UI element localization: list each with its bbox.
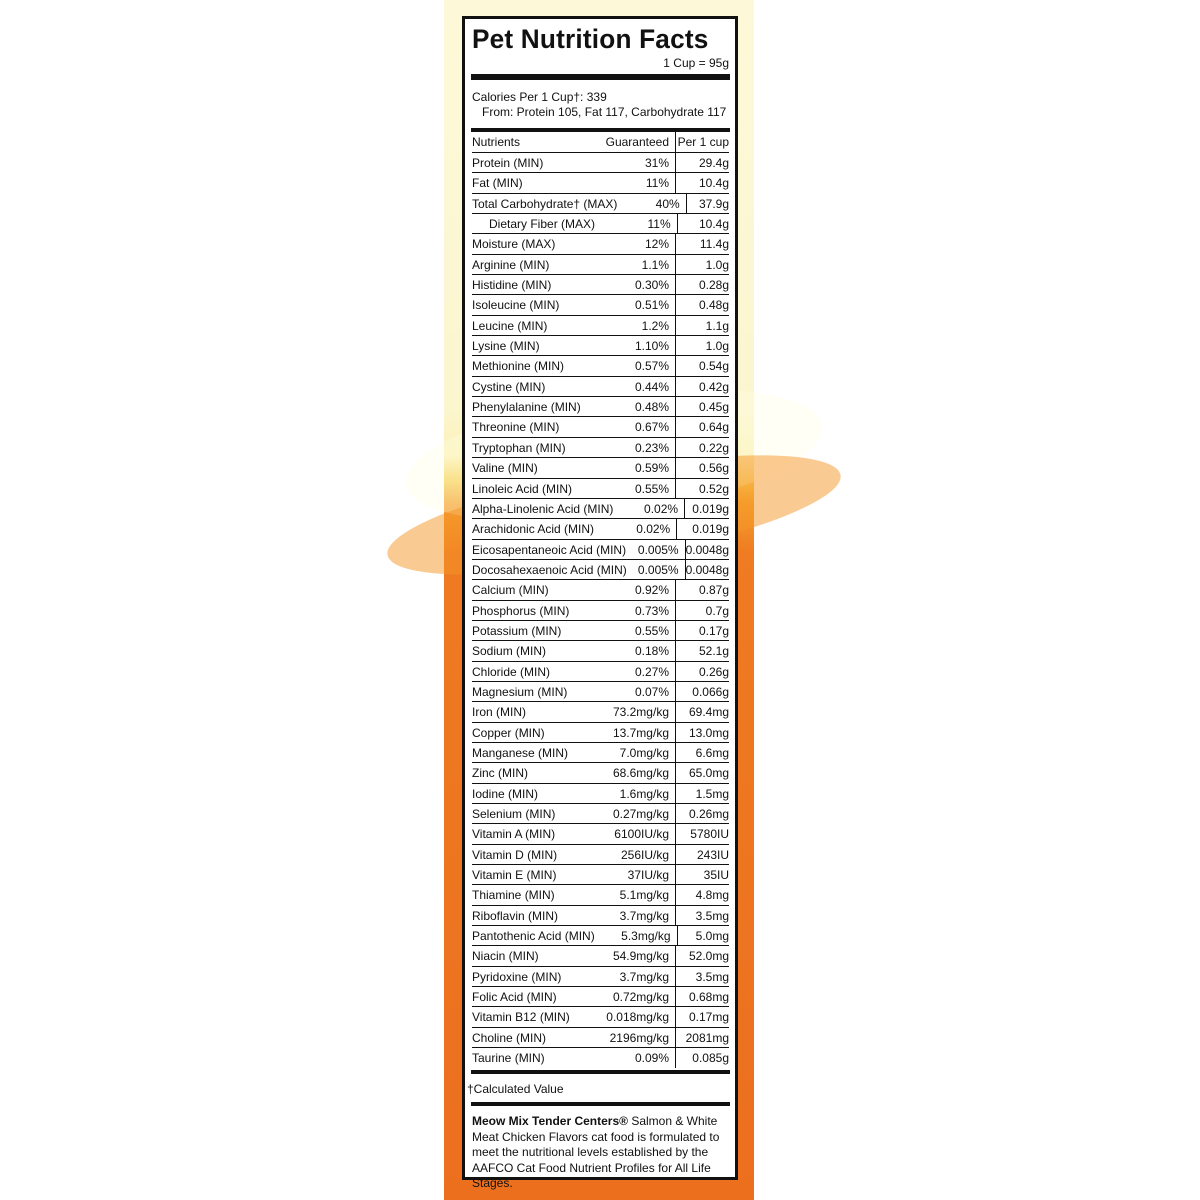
per-cup-value: 69.4mg — [675, 702, 729, 721]
table-row — [472, 458, 729, 478]
table-row — [472, 255, 729, 275]
guaranteed-value: 0.55% — [634, 481, 669, 496]
guaranteed-value: 1.10% — [634, 339, 669, 354]
per-cup-value: 0.17mg — [675, 1007, 729, 1026]
nutrient-name: Dietary Fiber (MAX) — [489, 217, 596, 232]
table-row — [472, 702, 729, 722]
nutrient-name: Leucine (MIN) — [472, 318, 548, 333]
guaranteed-value: 0.57% — [634, 359, 669, 374]
table-row — [472, 865, 729, 885]
table-row — [472, 723, 729, 743]
guaranteed-value: 5.1mg/kg — [619, 888, 669, 903]
nutrient-name: Docosahexaenoic Acid (MIN) — [472, 562, 627, 577]
per-cup-value: 11.4g — [675, 234, 729, 253]
per-cup-value: 0.066g — [675, 682, 729, 701]
nutrient-name: Iron (MIN) — [472, 705, 526, 720]
per-cup-value: 0.52g — [675, 479, 729, 498]
nutrient-name: Linoleic Acid (MIN) — [472, 481, 573, 496]
nutrient-name: Vitamin A (MIN) — [472, 827, 556, 842]
table-row — [472, 499, 729, 519]
guaranteed-value: 6100IU/kg — [614, 827, 669, 842]
header-nutrients: Nutrients — [472, 135, 521, 149]
guaranteed-value: 40% — [655, 196, 680, 211]
guaranteed-value: 0.07% — [634, 684, 669, 699]
nutrient-name: Copper (MIN) — [472, 725, 545, 740]
nutrition-facts-panel — [462, 16, 738, 1191]
nutrient-name: Potassium (MIN) — [472, 623, 562, 638]
per-cup-value: 0.68mg — [675, 987, 729, 1006]
aafco-statement — [472, 1114, 729, 1192]
nutrient-name: Chloride (MIN) — [472, 664, 551, 679]
nutrient-name: Isoleucine (MIN) — [472, 298, 560, 313]
thick-divider — [471, 74, 730, 80]
guaranteed-value: 1.6mg/kg — [619, 786, 669, 801]
guaranteed-value: 37IU/kg — [627, 868, 669, 883]
per-cup-value: 65.0mg — [675, 763, 729, 782]
nutrient-name: Histidine (MIN) — [472, 278, 552, 293]
guaranteed-value: 0.27mg/kg — [612, 807, 669, 821]
nutrient-name: Vitamin D (MIN) — [472, 847, 558, 862]
nutrient-name: Niacin (MIN) — [472, 949, 539, 964]
calories-breakdown: From: Protein 105, Fat 117, Carbohydrate 117 — [482, 105, 727, 119]
per-cup-value: 5.0mg — [677, 926, 730, 945]
per-cup-value: 0.45g — [675, 397, 729, 416]
nutrient-name: Calcium (MIN) — [472, 583, 549, 598]
per-cup-value: 29.4g — [675, 153, 729, 172]
table-row — [472, 763, 729, 783]
table-row — [472, 601, 729, 621]
table-row — [472, 316, 729, 336]
guaranteed-value: 0.92% — [634, 583, 669, 598]
guaranteed-value: 11% — [647, 217, 671, 232]
header-guaranteed: Guaranteed — [605, 135, 669, 149]
per-cup-value: 52.1g — [675, 641, 729, 660]
nutrient-name: Riboflavin (MIN) — [472, 908, 559, 923]
table-row — [472, 194, 729, 214]
guaranteed-value: 0.27% — [634, 664, 669, 679]
nutrient-name: Phosphorus (MIN) — [472, 603, 570, 618]
per-cup-value: 3.5mg — [675, 967, 729, 986]
table-row — [472, 906, 729, 926]
nutrient-name: Magnesium (MIN) — [472, 684, 568, 699]
table-row — [472, 1028, 729, 1048]
per-cup-value: 0.26mg — [675, 804, 729, 823]
nutrient-name: Folic Acid (MIN) — [472, 990, 557, 1005]
per-cup-value: 3.5mg — [675, 906, 729, 925]
guaranteed-value: 73.2mg/kg — [612, 705, 669, 720]
per-cup-value: 35IU — [675, 865, 729, 884]
nutrient-name: Alpha-Linolenic Acid (MIN) — [472, 501, 614, 516]
table-header — [472, 132, 729, 153]
guaranteed-value: 1.1% — [641, 257, 669, 272]
table-row — [472, 967, 729, 987]
per-cup-value: 0.26g — [675, 662, 729, 681]
per-cup-value: 1.0g — [675, 255, 729, 274]
guaranteed-value: 0.51% — [634, 298, 669, 313]
guaranteed-value: 0.55% — [634, 623, 669, 638]
label-title: Pet Nutrition Facts — [472, 24, 709, 54]
table-row — [472, 1048, 729, 1068]
per-cup-value: 0.56g — [675, 458, 729, 477]
per-cup-value: 0.019g — [676, 519, 729, 538]
table-row — [472, 479, 729, 499]
nutrient-name: Threonine (MIN) — [472, 420, 560, 435]
nutrient-name: Sodium (MIN) — [472, 644, 547, 659]
per-cup-value: 1.1g — [675, 316, 729, 335]
table-row — [472, 397, 729, 417]
per-cup-value: 2081mg — [675, 1028, 729, 1047]
per-cup-value: 10.4g — [677, 214, 729, 233]
guaranteed-value: 1.2% — [641, 318, 669, 333]
nutrient-name: Selenium (MIN) — [472, 807, 556, 821]
guaranteed-value: 7.0mg/kg — [619, 745, 669, 760]
nutrient-name: Thiamine (MIN) — [472, 888, 555, 903]
per-cup-value: 0.22g — [675, 438, 729, 457]
per-cup-value: 6.6mg — [675, 743, 729, 762]
table-row — [472, 946, 729, 966]
per-cup-value: 0.48g — [675, 295, 729, 314]
per-cup-value: 243IU — [675, 845, 729, 864]
nutrient-name: Moisture (MAX) — [472, 237, 556, 252]
divider — [471, 1070, 730, 1074]
table-row — [472, 1007, 729, 1027]
header-per-cup: Per 1 cup — [675, 132, 729, 152]
table-row — [472, 682, 729, 702]
per-cup-value: 0.7g — [675, 601, 729, 620]
guaranteed-value: 0.59% — [634, 461, 669, 476]
table-row — [472, 926, 729, 946]
guaranteed-value: 31% — [644, 156, 669, 170]
table-row — [472, 621, 729, 641]
guaranteed-value: 0.18% — [634, 644, 669, 659]
nutrient-name: Phenylalanine (MIN) — [472, 400, 581, 415]
guaranteed-value: 3.7mg/kg — [619, 969, 669, 984]
per-cup-value: 0.42g — [675, 377, 729, 396]
guaranteed-value: 0.005% — [637, 542, 679, 557]
table-row — [472, 885, 729, 905]
per-cup-value: 0.64g — [675, 417, 729, 436]
table-row — [472, 560, 729, 580]
table-row — [472, 234, 729, 254]
nutrient-name: Manganese (MIN) — [472, 745, 569, 760]
nutrient-name: Arginine (MIN) — [472, 257, 550, 272]
per-cup-value: 0.54g — [675, 356, 729, 375]
table-row — [472, 438, 729, 458]
guaranteed-value: 12% — [644, 237, 669, 252]
nutrient-name: Zinc (MIN) — [472, 766, 528, 781]
guaranteed-value: 0.018mg/kg — [606, 1010, 669, 1025]
guaranteed-value: 0.48% — [634, 400, 669, 415]
nutrient-name: Cystine (MIN) — [472, 379, 546, 394]
guaranteed-value: 0.30% — [634, 278, 669, 293]
per-cup-value: 13.0mg — [675, 723, 729, 742]
nutrient-name: Pyridoxine (MIN) — [472, 969, 562, 984]
guaranteed-value: 0.02% — [636, 522, 671, 537]
per-cup-value: 0.019g — [684, 499, 729, 518]
per-cup-value: 52.0mg — [675, 946, 729, 965]
footnote: †Calculated Value — [467, 1082, 564, 1097]
per-cup-value: 10.4g — [675, 173, 729, 192]
nutrient-name: Protein (MIN) — [472, 156, 544, 170]
nutrient-name: Lysine (MIN) — [472, 339, 540, 354]
guaranteed-value: 13.7mg/kg — [612, 725, 669, 740]
table-row — [472, 580, 729, 600]
nutrient-name: Choline (MIN) — [472, 1030, 547, 1045]
nutrient-table — [472, 153, 729, 1068]
divider — [471, 1102, 730, 1106]
table-row — [472, 824, 729, 844]
per-cup-value: 5780IU — [675, 824, 729, 843]
nutrient-name: Eicosapentaneoic Acid (MIN) — [472, 542, 627, 557]
table-row — [472, 417, 729, 437]
guaranteed-value: 256IU/kg — [620, 847, 669, 862]
guaranteed-value: 54.9mg/kg — [612, 949, 669, 964]
table-row — [472, 743, 729, 763]
table-row — [472, 173, 729, 193]
table-row — [472, 356, 729, 376]
guaranteed-value: 0.73% — [634, 603, 669, 618]
table-row — [472, 987, 729, 1007]
table-row — [472, 845, 729, 865]
table-row — [472, 784, 729, 804]
per-cup-value: 1.0g — [675, 336, 729, 355]
guaranteed-value: 0.23% — [634, 440, 669, 455]
table-row — [472, 214, 729, 234]
nutrient-name: Taurine (MIN) — [472, 1051, 545, 1066]
calories-line: Calories Per 1 Cup†: 339 — [472, 90, 607, 104]
nutrient-name: Tryptophan (MIN) — [472, 440, 566, 455]
nutrient-name: Methionine (MIN) — [472, 359, 565, 374]
nutrient-name: Vitamin B12 (MIN) — [472, 1010, 570, 1025]
guaranteed-value: 0.72mg/kg — [612, 990, 669, 1005]
guaranteed-value: 0.67% — [634, 420, 669, 435]
per-cup-value: 0.28g — [675, 275, 729, 294]
guaranteed-value: 3.7mg/kg — [619, 908, 669, 923]
guaranteed-value: 2196mg/kg — [609, 1030, 669, 1045]
per-cup-value: 0.0048g — [685, 540, 729, 559]
table-row — [472, 540, 729, 560]
table-row — [472, 336, 729, 356]
guaranteed-value: 0.44% — [634, 379, 669, 394]
per-cup-value: 37.9g — [686, 194, 729, 213]
table-row — [472, 519, 729, 539]
serving-size: 1 Cup = 95g — [663, 56, 729, 70]
per-cup-value: 0.0048g — [685, 560, 729, 579]
per-cup-value: 4.8mg — [675, 885, 729, 904]
table-row — [472, 153, 729, 173]
table-row — [472, 662, 729, 682]
guaranteed-value: 0.09% — [634, 1051, 669, 1066]
per-cup-value: 0.085g — [675, 1048, 729, 1068]
guaranteed-value: 0.005% — [637, 562, 679, 577]
table-row — [472, 275, 729, 295]
table-row — [472, 804, 729, 824]
nutrient-name: Iodine (MIN) — [472, 786, 539, 801]
per-cup-value: 1.5mg — [675, 784, 729, 803]
nutrient-name: Vitamin E (MIN) — [472, 868, 557, 883]
table-row — [472, 295, 729, 315]
guaranteed-value: 68.6mg/kg — [612, 766, 669, 781]
nutrient-name: Fat (MIN) — [472, 176, 523, 191]
table-row — [472, 641, 729, 661]
guaranteed-value: 0.02% — [644, 501, 679, 516]
table-row — [472, 377, 729, 397]
statement-text: Salmon & White Meat Chicken Flavors cat food is formulated to meet the nutritional levels established by the AAFCO Cat Food Nutrient Profiles for All Life Stages. — [472, 1114, 720, 1191]
nutrient-name: Total Carbohydrate† (MAX) — [472, 196, 618, 211]
per-cup-value: 0.87g — [675, 580, 729, 599]
per-cup-value: 0.17g — [675, 621, 729, 640]
nutrient-name: Valine (MIN) — [472, 461, 538, 476]
nutrient-name: Arachidonic Acid (MIN) — [472, 522, 595, 537]
guaranteed-value: 11% — [645, 176, 669, 191]
guaranteed-value: 5.3mg/kg — [621, 929, 671, 944]
brand-name: Meow Mix Tender Centers® — [472, 1114, 628, 1129]
nutrient-name: Pantothenic Acid (MIN) — [472, 929, 595, 944]
